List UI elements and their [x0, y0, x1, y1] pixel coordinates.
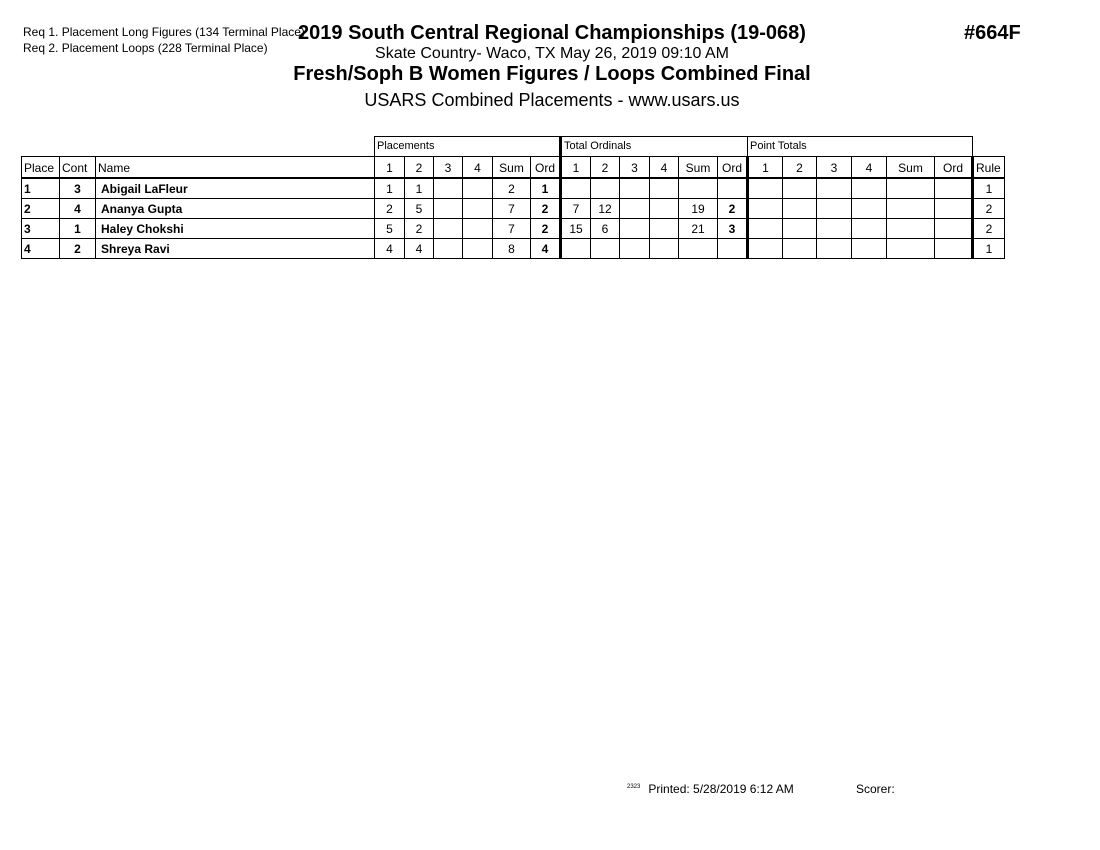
cell	[591, 178, 620, 199]
cell	[561, 178, 591, 199]
cell	[817, 199, 852, 219]
col-header: 4	[650, 157, 679, 179]
printed-text: Printed: 5/28/2019 6:12 AM	[648, 782, 794, 796]
cell: 4	[375, 239, 405, 259]
cell: 6	[591, 219, 620, 239]
table-row	[22, 178, 1005, 199]
cell: 2	[405, 219, 434, 239]
cell	[620, 219, 650, 239]
cell	[591, 239, 620, 259]
cell	[783, 178, 817, 199]
cell	[748, 219, 783, 239]
col-header: Sum	[679, 157, 718, 179]
col-header: 2	[405, 157, 434, 179]
rule-cell: 2	[973, 199, 1005, 219]
cell	[852, 199, 887, 219]
cell	[650, 239, 679, 259]
table-row	[22, 219, 1005, 239]
cell	[817, 219, 852, 239]
cell	[935, 239, 973, 259]
combined-placements-label: USARS Combined Placements - www.usars.us	[364, 90, 740, 110]
event-number: #664F	[964, 22, 1021, 44]
cell: 4	[405, 239, 434, 259]
rule-cell: 1	[973, 239, 1005, 259]
place-cell: 3	[22, 219, 60, 239]
cell	[650, 219, 679, 239]
cell	[463, 239, 493, 259]
place-cell: 1	[22, 178, 60, 199]
cell	[748, 199, 783, 219]
report-code: 2323	[627, 784, 641, 790]
scorer-label: Scorer:	[856, 782, 895, 796]
name-cell: Haley Chokshi	[96, 219, 375, 239]
col-header: 1	[748, 157, 783, 179]
col-header: Place	[22, 157, 60, 179]
cell	[620, 239, 650, 259]
group-placements: Placements	[375, 137, 561, 157]
cont-cell: 3	[60, 178, 96, 199]
col-header: Ord	[935, 157, 973, 179]
table-row	[22, 239, 1005, 259]
cell	[434, 199, 463, 219]
cell	[852, 219, 887, 239]
cell	[718, 239, 748, 259]
cell: 15	[561, 219, 591, 239]
cell	[463, 219, 493, 239]
col-header: 3	[434, 157, 463, 179]
cell	[748, 239, 783, 259]
cell: 2	[375, 199, 405, 219]
col-header: Ord	[718, 157, 748, 179]
col-header: Sum	[493, 157, 531, 179]
cell	[783, 199, 817, 219]
requirement-1: Req 1. Placement Long Figures (134 Terminal Place)	[23, 25, 305, 39]
cell	[434, 219, 463, 239]
requirement-2: Req 2. Placement Loops (228 Terminal Place)	[23, 41, 268, 55]
cell: 2	[531, 199, 561, 219]
cell	[817, 239, 852, 259]
col-header: 4	[852, 157, 887, 179]
col-header: 3	[817, 157, 852, 179]
column-header-row	[22, 157, 1005, 179]
cell: 2	[718, 199, 748, 219]
cont-cell: 4	[60, 199, 96, 219]
name-cell: Shreya Ravi	[96, 239, 375, 259]
cell	[935, 219, 973, 239]
table-row	[22, 199, 1005, 219]
cell: 1	[531, 178, 561, 199]
cell: 1	[405, 178, 434, 199]
cont-cell: 1	[60, 219, 96, 239]
cell	[561, 239, 591, 259]
results-table	[21, 136, 1005, 259]
cell	[463, 178, 493, 199]
col-header: 1	[375, 157, 405, 179]
cell: 4	[531, 239, 561, 259]
cell: 2	[531, 219, 561, 239]
cont-cell: 2	[60, 239, 96, 259]
rule-cell: 1	[973, 178, 1005, 199]
col-header: 4	[463, 157, 493, 179]
printed-timestamp	[627, 782, 794, 796]
group-header-row	[22, 137, 1005, 157]
name-cell: Abigail LaFleur	[96, 178, 375, 199]
cell: 3	[718, 219, 748, 239]
cell	[783, 219, 817, 239]
col-header: Name	[96, 157, 375, 179]
cell	[650, 178, 679, 199]
cell	[817, 178, 852, 199]
cell	[783, 239, 817, 259]
place-cell: 4	[22, 239, 60, 259]
cell	[650, 199, 679, 219]
event-title: Fresh/Soph B Women Figures / Loops Combined Final	[293, 63, 811, 85]
col-header: Sum	[887, 157, 935, 179]
cell: 7	[493, 219, 531, 239]
cell	[887, 199, 935, 219]
rule-cell: 2	[973, 219, 1005, 239]
group-total-ordinals: Total Ordinals	[561, 137, 748, 157]
cell	[434, 178, 463, 199]
cell: 21	[679, 219, 718, 239]
cell: 2	[493, 178, 531, 199]
col-header: Rule	[973, 157, 1005, 179]
cell	[620, 178, 650, 199]
cell	[887, 178, 935, 199]
cell	[679, 239, 718, 259]
cell: 5	[405, 199, 434, 219]
cell	[935, 178, 973, 199]
col-header: 3	[620, 157, 650, 179]
competition-title: 2019 South Central Regional Championships (19-068)	[298, 22, 806, 44]
cell: 1	[375, 178, 405, 199]
col-header: Ord	[531, 157, 561, 179]
cell	[434, 239, 463, 259]
col-header: Cont	[60, 157, 96, 179]
cell	[679, 178, 718, 199]
cell	[887, 219, 935, 239]
col-header: 2	[591, 157, 620, 179]
cell	[620, 199, 650, 219]
cell: 5	[375, 219, 405, 239]
cell	[852, 178, 887, 199]
cell: 7	[561, 199, 591, 219]
cell	[887, 239, 935, 259]
cell	[463, 199, 493, 219]
group-point-totals: Point Totals	[748, 137, 973, 157]
cell	[935, 199, 973, 219]
name-cell: Ananya Gupta	[96, 199, 375, 219]
cell: 12	[591, 199, 620, 219]
venue-date: Skate Country- Waco, TX May 26, 2019 09:10 AM	[375, 45, 729, 62]
place-cell: 2	[22, 199, 60, 219]
cell: 8	[493, 239, 531, 259]
cell	[748, 178, 783, 199]
cell	[718, 178, 748, 199]
cell	[852, 239, 887, 259]
cell: 7	[493, 199, 531, 219]
cell: 19	[679, 199, 718, 219]
col-header: 1	[561, 157, 591, 179]
col-header: 2	[783, 157, 817, 179]
